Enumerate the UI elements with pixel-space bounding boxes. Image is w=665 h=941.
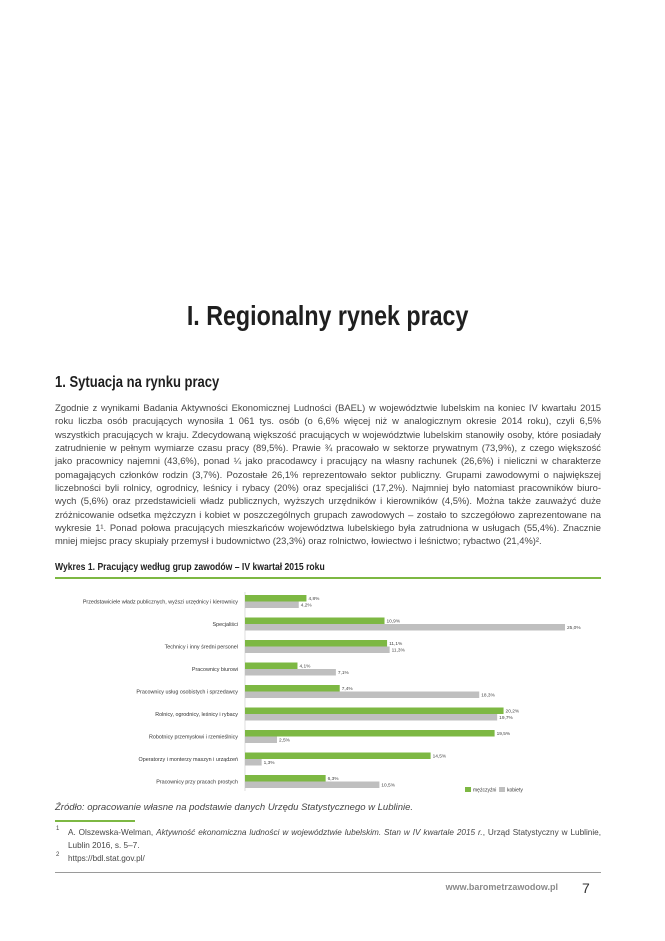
chapter-title-text: I. Regionalny rynek pracy bbox=[187, 300, 469, 331]
chart-source: Źródło: opracowanie własne na podstawie danych Urzędu Statystycznego w Lublinie. bbox=[55, 802, 414, 813]
category-label: Pracownicy przy pracach prostych bbox=[156, 779, 238, 786]
bar-men bbox=[245, 663, 297, 670]
footnote-1-line-1 bbox=[68, 826, 601, 839]
chart-title-text: Wykres 1. Pracujący według grup zawodów – IV kwartał 2015 roku bbox=[55, 561, 325, 573]
bar-men bbox=[245, 730, 495, 737]
value-label: 19,5% bbox=[496, 731, 511, 737]
footnote-1 bbox=[55, 826, 601, 852]
paragraph-line: liczebności byli rolnicy, ogrodnicy, leśnicy i rybacy (20%) oraz specjaliści (17,2%). Najmniej było natomiast pracowników biuro- bbox=[55, 482, 601, 494]
chart-title bbox=[55, 561, 384, 573]
value-label: 6,3% bbox=[327, 776, 339, 782]
section-title bbox=[55, 375, 251, 391]
chapter-title bbox=[55, 302, 601, 330]
bar-women bbox=[245, 669, 336, 676]
value-label: 4,8% bbox=[308, 596, 320, 602]
section-title-text: 1. Sytuacja na rynku pracy bbox=[55, 374, 220, 391]
occupational-groups-bar-chart bbox=[55, 586, 601, 798]
paragraph-line: zatrudnienie w pełnym wymiarze czasu pracy (89,5%). Prawie ¾ pracowało w sektorze prywatnym (73,9%), z czego większość bbox=[55, 442, 601, 454]
footer-website-link[interactable]: www.barometrzawodow.pl bbox=[445, 882, 558, 892]
bar-women bbox=[245, 602, 299, 609]
footnote-separator bbox=[55, 820, 135, 822]
bar-men bbox=[245, 708, 504, 715]
bar-men bbox=[245, 640, 387, 647]
paragraph-line: wykresie 1¹. Ponad połowa pracujących mieszkańców województwa lubelskiego była zatrudniona w usługach (55,4%). Znacznie bbox=[55, 522, 601, 534]
paragraph-line: Zgodnie z wynikami Badania Aktywności Ekonomicznej Ludności (BAEL) w województwie lubelskim na koniec IV kwartału 2015 bbox=[55, 402, 601, 413]
bar-men bbox=[245, 753, 431, 760]
bar-women bbox=[245, 624, 565, 631]
value-label: 4,2% bbox=[300, 603, 312, 609]
value-label: 19,7% bbox=[499, 715, 513, 721]
category-label: Pracownicy biurowi bbox=[191, 666, 238, 673]
category-label: Specjaliści bbox=[212, 621, 238, 628]
paragraph-line: zróżnicowanie odsetka mężczyzn i kobiet w poszczególnych grupach zawodowych – zostało to szczegółowo zaprezentowane na bbox=[55, 508, 601, 520]
value-label: 25,0% bbox=[567, 625, 581, 631]
value-label: 10,5% bbox=[381, 783, 396, 789]
value-label: 11,1% bbox=[389, 641, 403, 647]
footnote-2-marker: 2 bbox=[56, 852, 60, 858]
legend-label: mężczyźni bbox=[473, 787, 497, 794]
footnote-2 bbox=[55, 852, 601, 865]
chart-title-underline bbox=[55, 577, 601, 579]
value-label: 20,2% bbox=[505, 709, 520, 715]
value-label: 7,1% bbox=[337, 670, 349, 676]
footer-rule bbox=[55, 872, 601, 873]
category-label: Pracownicy usług osobistych i sprzedawcy bbox=[136, 689, 238, 696]
value-label: 2,5% bbox=[279, 738, 290, 744]
paragraph-line: wszystkich pracujących w kraju. Zdecydowaną większość pracujących w województwie lubelskim stanowiły osoby, które posiadały bbox=[55, 428, 601, 440]
paragraph-line: pomagających członków rodzin (3,7%). Pozostałe 26,1% reprezentowało sektor publiczny. Grupami zawodowymi o największej bbox=[55, 468, 601, 480]
paragraph-line: jako pracownicy najemni (43,6%), ponad ¼ jako pracodawcy i pracujący na własny rachunek (26,6%) i nieliczni w charakterze bbox=[55, 455, 601, 467]
category-label: Robotnicy przemysłowi i rzemieślnicy bbox=[149, 734, 238, 741]
paragraph-line: wych (5,6%) oraz przedstawicieli władz publicznych, wyższych urzędników i kierowników (4,5%). Można także zauważyć duże bbox=[55, 495, 601, 507]
bar-women bbox=[245, 714, 497, 721]
body-paragraph bbox=[55, 401, 601, 548]
bar-men bbox=[245, 685, 340, 692]
value-label: 10,9% bbox=[386, 619, 401, 625]
legend-swatch-women bbox=[499, 787, 505, 792]
footnote-1-author: A. Olszewska-Welman, bbox=[68, 828, 157, 837]
category-label: Operatorzy i monterzy maszyn i urządzeń bbox=[138, 756, 238, 763]
paragraph-line: mniej miejsc pracy skupiały przemysł i budownictwo (23,3%) oraz rolnictwo, łowiectwo i leśnictwo; rybactwo (21,4%)². bbox=[55, 535, 542, 547]
page-number: 7 bbox=[582, 880, 590, 896]
footnote-1-title: Aktywność ekonomiczna ludności w województwie lubelskim. Stan w IV kwartale 2015 r. bbox=[156, 828, 483, 837]
bar-women bbox=[245, 647, 390, 654]
footnote-1-publisher: , Urząd Statystyczny w Lublinie, bbox=[482, 828, 601, 837]
value-label: 7,4% bbox=[341, 686, 353, 692]
bar-women bbox=[245, 782, 379, 789]
bar-women bbox=[245, 737, 277, 744]
footnote-1-line-2: Lublin 2016, s. 5–7. bbox=[68, 841, 140, 850]
bar-women bbox=[245, 692, 479, 699]
value-label: 1,3% bbox=[263, 760, 275, 766]
paragraph-line: roku liczba osób pracujących wynosiła 1 061 tys. osób (o 6,6% więcej niż w analogicznym okresie 2014 roku), czyli 6,5% bbox=[55, 415, 601, 427]
bar-men bbox=[245, 595, 306, 602]
bar-men bbox=[245, 618, 385, 625]
value-label: 14,5% bbox=[432, 754, 447, 760]
category-label: Technicy i inny średni personel bbox=[164, 644, 238, 651]
legend-label: kobiety bbox=[507, 787, 523, 794]
bar-men bbox=[245, 775, 326, 782]
value-label: 11,3% bbox=[391, 648, 405, 654]
category-label: Przedstawiciele władz publicznych, wyższi urzędnicy i kierownicy bbox=[82, 599, 238, 606]
value-label: 4,1% bbox=[299, 664, 311, 670]
value-label: 18,3% bbox=[481, 693, 495, 699]
bar-women bbox=[245, 759, 262, 766]
footnote-2-link[interactable]: https://bdl.stat.gov.pl/ bbox=[68, 854, 145, 863]
footnote-1-marker: 1 bbox=[56, 826, 60, 832]
category-label: Rolnicy, ogrodnicy, leśnicy i rybacy bbox=[155, 711, 238, 718]
legend-swatch-men bbox=[465, 787, 471, 792]
